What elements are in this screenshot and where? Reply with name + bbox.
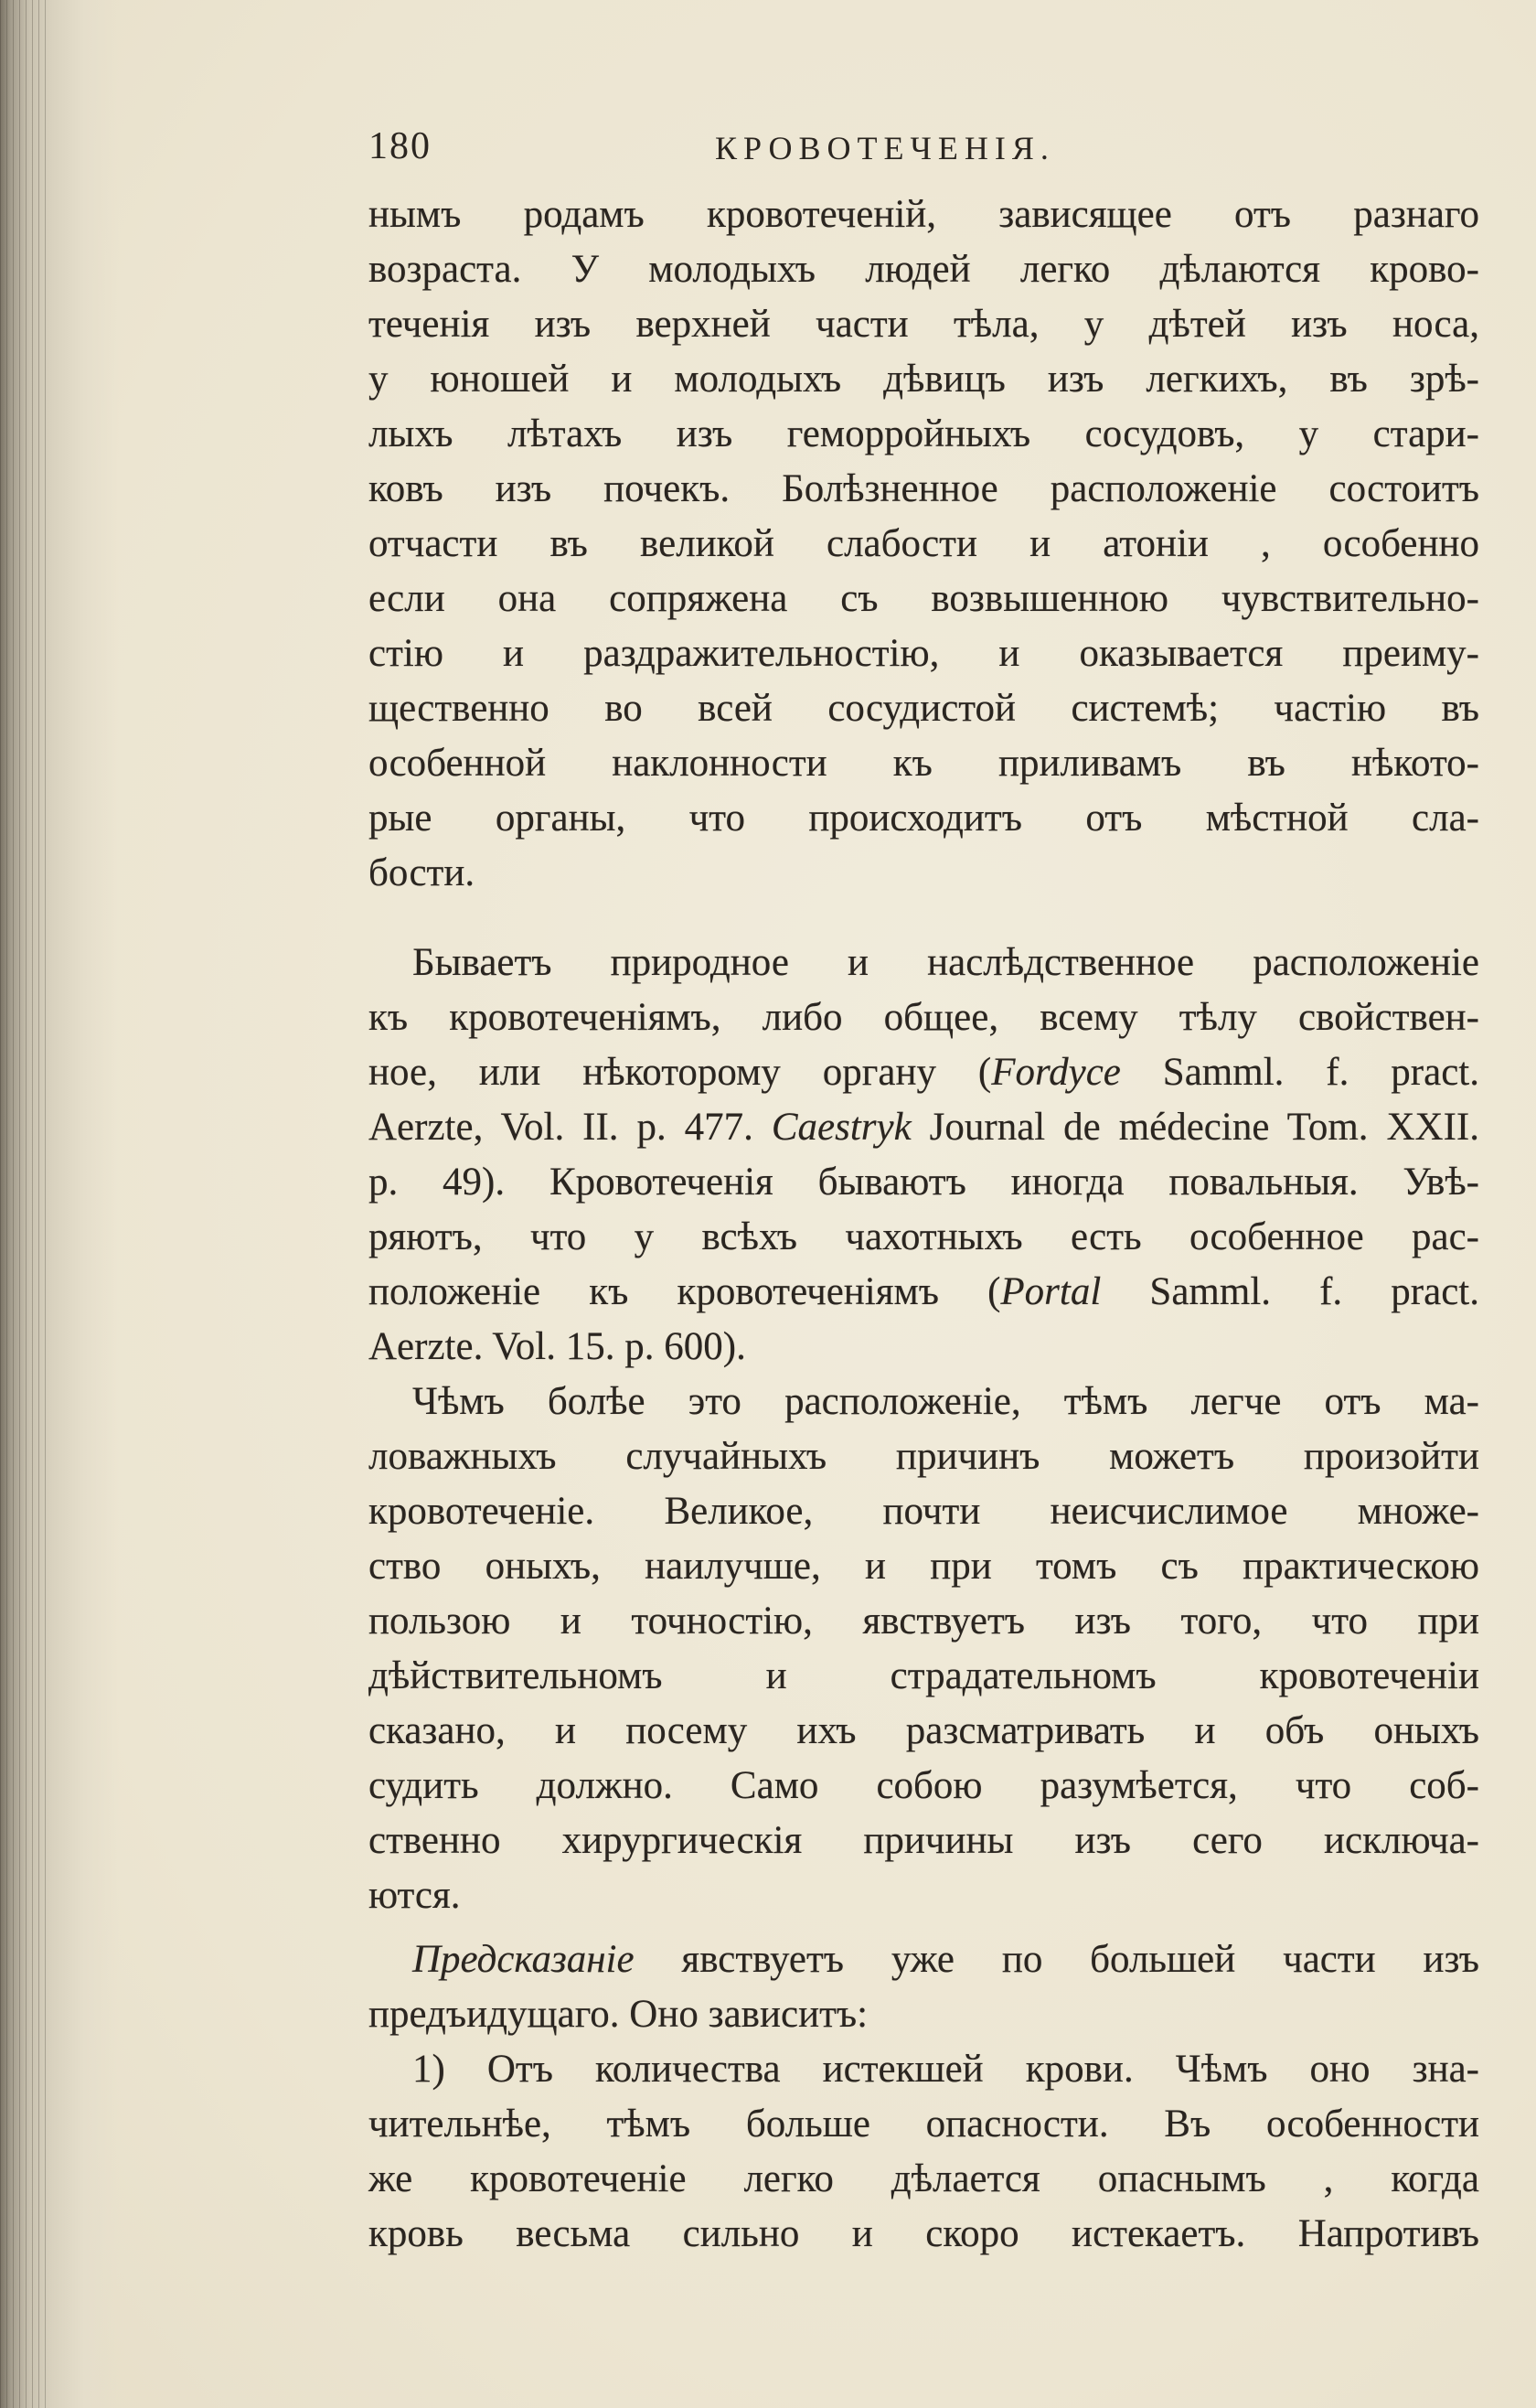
paragraph <box>368 936 1479 1375</box>
text-line: пользою и точностію, явствуетъ изъ того, что при <box>368 1600 1479 1643</box>
text-line: рые органы, что происходитъ отъ мѣстной сла- <box>368 797 1479 840</box>
text-line: кровь весьма сильно и скоро истекаетъ. Напротивъ <box>368 2212 1479 2255</box>
text-segment: Samml. f. pract. <box>1120 1051 1479 1094</box>
text-segment: положеніе къ кровотеченіямъ ( <box>368 1270 1001 1313</box>
text-line: 1) Отъ количества истекшей крови. Чѣмъ оно зна- <box>412 2048 1479 2091</box>
text-line <box>368 1045 1479 1100</box>
text-line: стію и раздражительностію, и оказывается преиму- <box>368 632 1479 675</box>
text-line: ловажныхъ случайныхъ причинъ можетъ произойти <box>368 1435 1479 1478</box>
text-line: отчасти въ великой слабости и атоніи , особенно <box>368 522 1479 565</box>
paragraph <box>368 1375 1479 1923</box>
text-line: лыхъ лѣтахъ изъ геморройныхъ сосудовъ, у стари- <box>368 412 1479 455</box>
citation-author: Portal <box>1000 1270 1102 1313</box>
text-line: кровотеченіе. Великое, почти неисчислимое множе- <box>368 1490 1479 1533</box>
text-line: p. 49). Кровотеченія бываютъ иногда повальныя. Увѣ- <box>368 1161 1479 1204</box>
paragraph <box>368 1932 1479 2042</box>
text-line: бости. <box>368 851 475 894</box>
text-line: чительнѣе, тѣмъ больше опасности. Въ особенности <box>368 2103 1479 2146</box>
text-line: если она сопряжена съ возвышенною чувствительно- <box>368 577 1479 620</box>
text-line: дѣйствительномъ и страдательномъ кровотеченіи <box>368 1654 1479 1697</box>
text-line: ковъ изъ почекъ. Болѣзненное расположеніе состоитъ <box>368 467 1479 510</box>
text-line: возраста. У молодыхъ людей легко дѣлаются крово- <box>368 248 1479 291</box>
text-segment: явствуетъ уже по большей части изъ <box>634 1938 1479 1981</box>
text-line: къ кровотеченіямъ, либо общее, всему тѣлу свойствен- <box>368 996 1479 1039</box>
text-segment: ное, или нѣкоторому органу ( <box>368 1051 992 1094</box>
binding-gutter-lines <box>0 0 48 2408</box>
text-segment: Samml. f. pract. <box>1101 1270 1479 1313</box>
text-line: Чѣмъ болѣе это расположеніе, тѣмъ легче отъ ма- <box>412 1380 1479 1423</box>
text-line: особенной наклонности къ приливамъ въ нѣкото- <box>368 742 1479 785</box>
paragraph <box>368 2042 1479 2262</box>
page-number: 180 <box>368 125 432 167</box>
text-line <box>368 1265 1479 1320</box>
text-segment: Aerzte, Vol. II. p. 477. <box>368 1106 772 1149</box>
text-line: ются. <box>368 1874 461 1917</box>
paragraph <box>368 187 1479 901</box>
citation-author: Fordyce <box>991 1051 1121 1094</box>
text-line <box>368 1932 1479 1987</box>
text-line: щественно во всей сосудистой системѣ; частію въ <box>368 687 1479 730</box>
text-segment: Journal de médecine Tom. XXII. <box>911 1106 1479 1149</box>
text-line: же кровотеченіе легко дѣлается опаснымъ , когда <box>368 2157 1479 2200</box>
text-line: Бываетъ природное и наслѣдственное расположеніе <box>412 941 1479 984</box>
text-line: у юношей и молодыхъ дѣвицъ изъ легкихъ, въ зрѣ- <box>368 358 1479 401</box>
text-line: нымъ родамъ кровотеченій, зависящее отъ разнаго <box>368 193 1479 236</box>
text-line: теченія изъ верхней части тѣла, у дѣтей изъ носа, <box>368 303 1479 346</box>
text-line: ряютъ, что у всѣхъ чахотныхъ есть особенное рас- <box>368 1215 1479 1258</box>
body-text <box>368 187 1479 2262</box>
text-line: сказано, и посему ихъ разсматривать и объ оныхъ <box>368 1709 1479 1752</box>
section-term: Предсказаніе <box>412 1938 635 1981</box>
text-line: ство оныхъ, наилучше, и при томъ съ практическою <box>368 1545 1479 1588</box>
citation-author: Caestryk <box>771 1106 912 1149</box>
text-line: ственно хирургическія причины изъ сего исключа- <box>368 1819 1479 1862</box>
running-head: КРОВОТЕЧЕНІЯ. <box>715 130 1055 166</box>
text-line: Aerzte. Vol. 15. p. 600). <box>368 1325 746 1368</box>
text-line: предъидущаго. Оно зависитъ: <box>368 1993 869 2036</box>
text-line <box>368 1100 1479 1155</box>
text-line: судить должно. Само собою разумѣется, что соб- <box>368 1764 1479 1807</box>
